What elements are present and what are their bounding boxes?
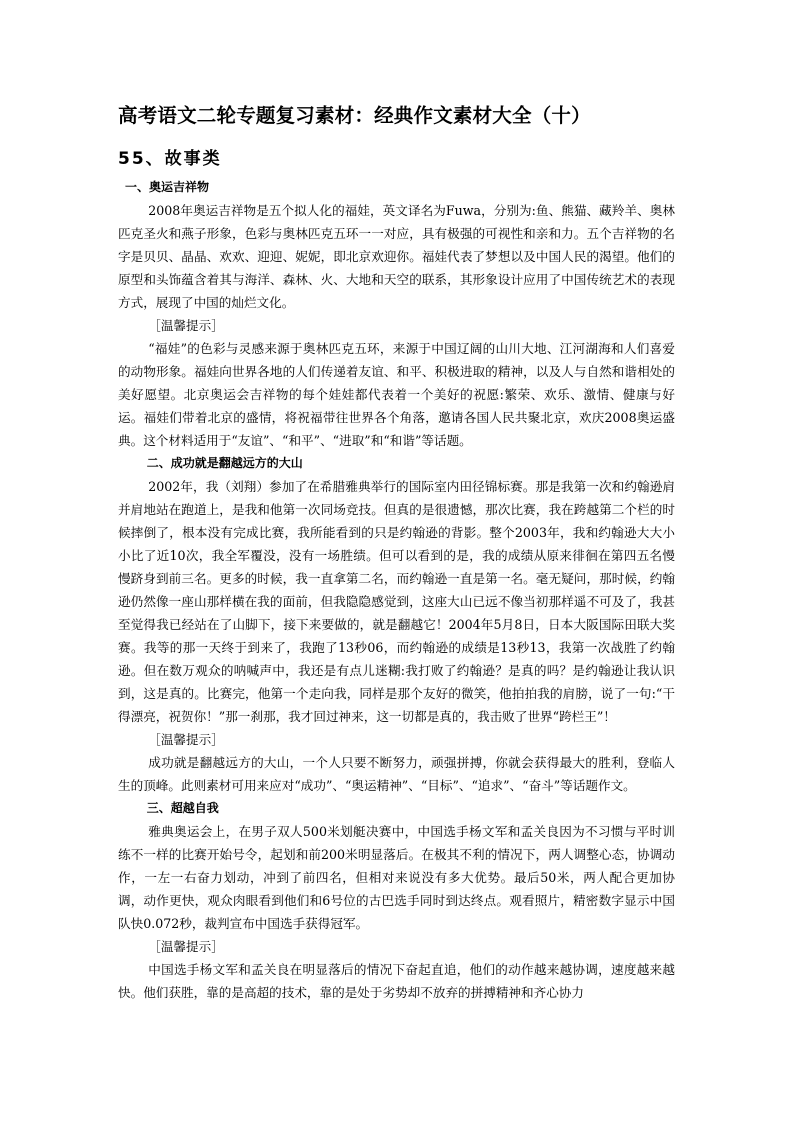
story-heading: 二、成功就是翻越远方的大山	[146, 456, 303, 470]
story-paragraph: 雅典奥运会上，在男子双人500米划艇决赛中，中国选手杨文军和孟关良因为不习惯与平时训练不一样的比赛开始号令，起划和前200米明显落后。在极其不利的情况下，两人调整心态，协调动作，一左一右奋力划动，冲到了前四名，但相对来说没有多大优势。最后50米，两人配合更加协调，动作更快，观众肉眼看到他们和6号位的古巴选手同时到达终点。观看照片，精密数字显示中国队快0.072秒，裁判宣布中国选手获得冠军。	[118, 824, 675, 931]
tip-label: ［温馨提示］	[148, 732, 224, 747]
story-heading: 一、奥运吉祥物	[125, 180, 210, 194]
tip-text: 中国选手杨文军和孟关良在明显落后的情况下奋起直追，他们的动作越来越协调，速度越来越快。他们获胜，靠的是高超的技术，靠的是处于劣势却不放弃的拼搏精神和齐心协力	[118, 962, 675, 1000]
story-heading: 三、超越自我	[146, 801, 219, 815]
section-heading: 55、故事类	[118, 149, 222, 169]
tip-text: “福娃”的色彩与灵感来源于奥林匹克五环，来源于中国辽阔的山川大地、江河湖海和人们喜爱的动物形象。福娃向世界各地的人们传递着友谊、和平、积极进取的精神，以及人与自然和谐相处的美好愿望。北京奥运会吉祥物的每个娃娃都代表着一个美好的祝愿:繁荣、欢乐、激情、健康与好运。福娃们带着北京的盛情，将祝福带往世界各个角落，邀请各国人民共聚北京，欢庆2008奥运盛典。这个材料适用于“友谊”、“和平”、“进取”和“和谐”等话题。	[118, 341, 675, 448]
tip-text: 成功就是翻越远方的大山，一个人只要不断努力，顽强拼搏，你就会获得最大的胜利，登临人生的顶峰。此则素材可用来应对“成功”、“奥运精神”、“目标”、“追求”、“奋斗”等话题作文。	[118, 755, 675, 793]
tip-label: ［温馨提示］	[148, 939, 224, 954]
document-body	[118, 176, 675, 1004]
tip-label: ［温馨提示］	[148, 318, 224, 333]
page-title: 高考语文二轮专题复习素材：经典作文素材大全（十）	[118, 104, 591, 127]
story-paragraph: 2008年奥运吉祥物是五个拟人化的福娃，英文译名为Fuwa，分别为:鱼、熊猫、藏羚羊、奥林匹克圣火和燕子形象，色彩与奥林匹克五环一一对应，具有极强的可视性和亲和力。五个吉祥物的名字是贝贝、晶晶、欢欢、迎迎、妮妮，即北京欢迎你。福娃代表了梦想以及中国人民的渴望。他们的原型和头饰蕴含着其与海洋、森林、火、大地和天空的联系，其形象设计应用了中国传统艺术的表现方式，展现了中国的灿烂文化。	[118, 203, 675, 310]
story-paragraph: 2002年，我（刘翔）参加了在希腊雅典举行的国际室内田径锦标赛。那是我第一次和约翰逊肩并肩地站在跑道上，是我和他第一次同场竞技。但真的是很遗憾，那次比赛，我在跨越第二个栏的时候摔倒了，根本没有完成比赛，我所能看到的只是约翰逊的背影。整个2003年，我和约翰逊大大小小比了近10次，我全军覆没，没有一场胜绩。但可以看到的是，我的成绩从原来徘徊在第四五名慢慢跻身到前三名。更多的时候，我一直拿第二名，而约翰逊一直是第一名。毫无疑问，那时候，约翰逊仍然像一座山那样横在我的面前，但我隐隐感觉到，这座大山已远不像当初那样遥不可及了，我甚至觉得我已经站在了山脚下，接下来要做的，就是翻越它！2004年5月8日，日本大阪国际田联大奖赛。我等的那一天终于到来了，我跑了13秒06，而约翰逊的成绩是13秒13，我第一次战胜了约翰逊。但在数万观众的呐喊声中，我还是有点儿迷糊:我打败了约翰逊？是真的吗？是约翰逊让我认识到，这是真的。比赛完，他第一个走向我，同样是那个友好的微笑，他拍拍我的肩膀，说了一句:“干得漂亮，祝贺你！”那一刹那，我才回过神来，这一切都是真的，我击败了世界“跨栏王”！	[118, 479, 675, 724]
